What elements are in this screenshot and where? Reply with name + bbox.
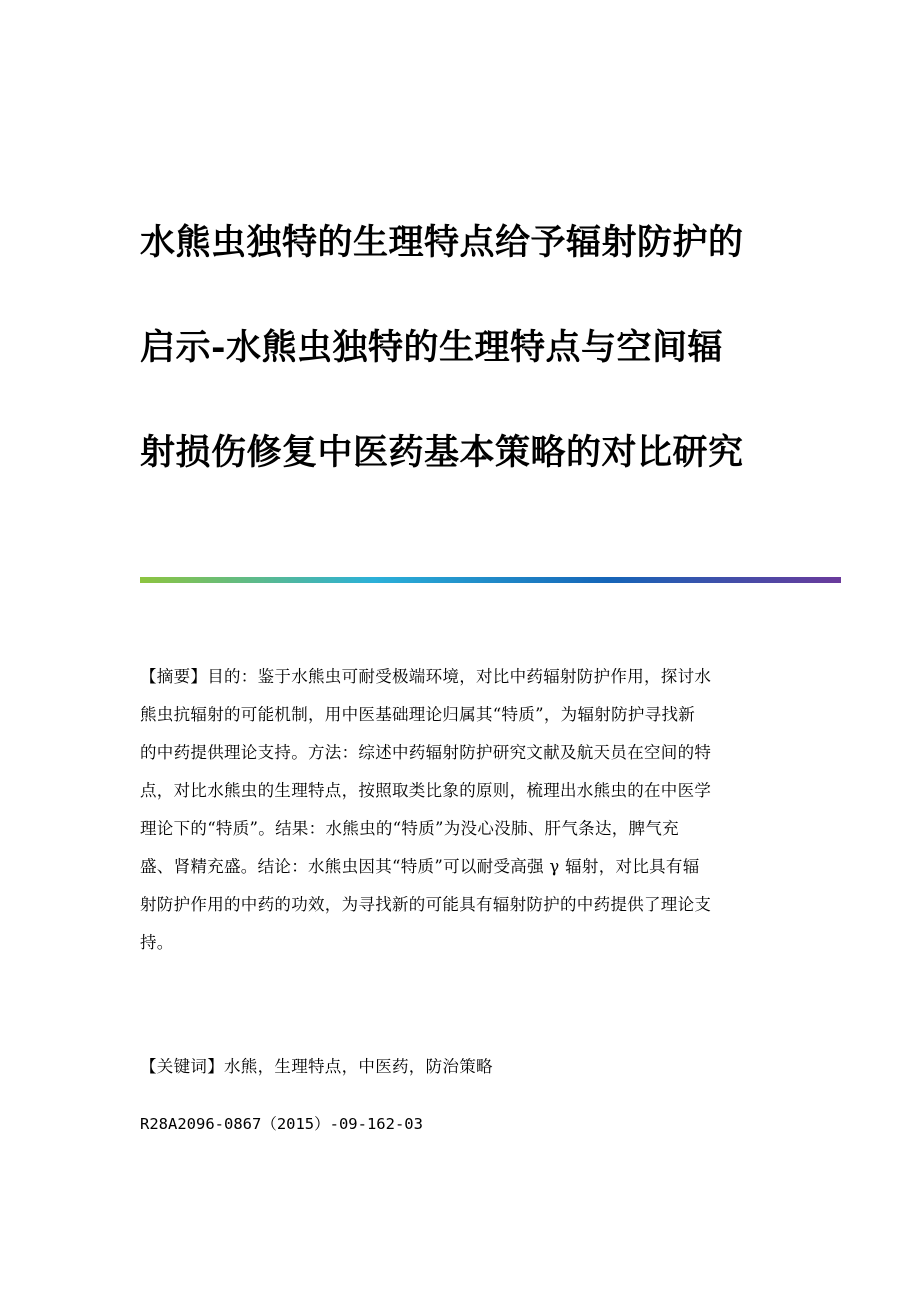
- keywords: 【关键词】水熊，生理特点，中医药，防治策略: [140, 1057, 493, 1076]
- abstract-line-2: 熊虫抗辐射的可能机制，用中医基础理论归属其“特质”，为辐射防护寻找新: [140, 705, 696, 724]
- abstract-line-4: 点，对比水熊虫的生理特点，按照取类比象的原则，梳理出水熊虫的在中医学: [140, 781, 712, 800]
- abstract-line-6: 盛、肾精充盛。结论：水熊虫因其“特质”可以耐受高强 γ 辐射，对比具有辐: [140, 857, 700, 876]
- abstract-line-8: 持。: [140, 933, 174, 952]
- abstract-line-5: 理论下的“特质”。结果：水熊虫的“特质”为没心没肺、肝气条达，脾气充: [140, 819, 679, 838]
- gradient-divider: [140, 577, 841, 583]
- abstract-line-3: 的中药提供理论支持。方法：综述中药辐射防护研究文献及航天员在空间的特: [140, 743, 712, 762]
- abstract: [140, 658, 800, 962]
- paper-title: [140, 190, 790, 505]
- abstract-line-1: 【摘要】目的：鉴于水熊虫可耐受极端环境，对比中药辐射防护作用，探讨水: [140, 667, 712, 686]
- title-line-1: 水熊虫独特的生理特点给予辐射防护的: [140, 222, 744, 263]
- abstract-line-7: 射防护作用的中药的功效，为寻找新的可能具有辐射防护的中药提供了理论支: [140, 895, 712, 914]
- classification-number: R28A2096-0867（2015）-09-162-03: [140, 1115, 423, 1133]
- title-line-2: 启示-水熊虫独特的生理特点与空间辐: [140, 327, 724, 368]
- title-line-3: 射损伤修复中医药基本策略的对比研究: [140, 432, 744, 473]
